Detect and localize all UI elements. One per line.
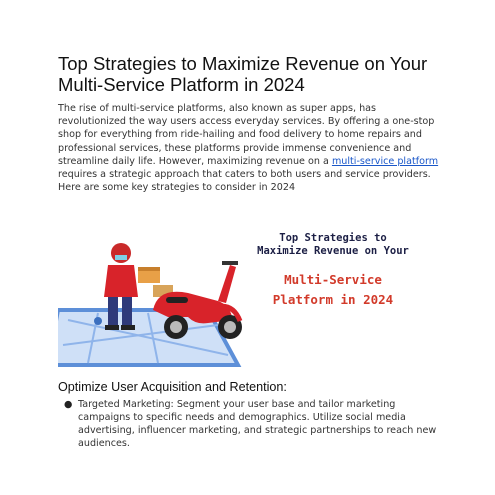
intro-text-start: The rise of multi-service platforms, also known as super apps, has revolutionized the way users access everyday services. By offering a one-stop shop for everything from ride-hailing and food delivery to home repairs and professional services, these platforms provide immense convenience and streamline daily life. However, maximizing revenue on a [58,103,435,167]
banner-subtitle-line-1: Multi-Service [284,272,382,287]
section-heading: Optimize User Acquisition and Retention: [58,380,287,394]
hero-banner [58,225,443,373]
multi-service-platform-link[interactable]: multi-service platform [331,155,439,167]
banner-title-line-1: Top Strategies to [279,232,387,244]
banner-title-line-2: Maximize Revenue on Your [257,245,409,257]
bullet-text: Segment your user base and tailor marketing campaigns to specific needs and demographics. Utilize social media advertising, influencer marketing, and strategic partnerships to reach new audiences. [78,399,437,449]
banner-subtitle-line-2: Platform in 2024 [272,292,394,307]
bullet-icon: ● [64,399,73,410]
strategy-list [58,398,443,450]
list-item [58,398,443,450]
article-title: Top Strategies to Maximize Revenue on Your Multi-Service Platform in 2024 [58,53,428,95]
bullet-label: Targeted Marketing: [78,399,174,410]
intro-paragraph [58,102,443,194]
delivery-scooter-illustration [58,225,258,373]
intro-text-end: requires a strategic approach that caters to both users and service providers. Here are some key strategies to consider in 2024 [58,169,431,194]
